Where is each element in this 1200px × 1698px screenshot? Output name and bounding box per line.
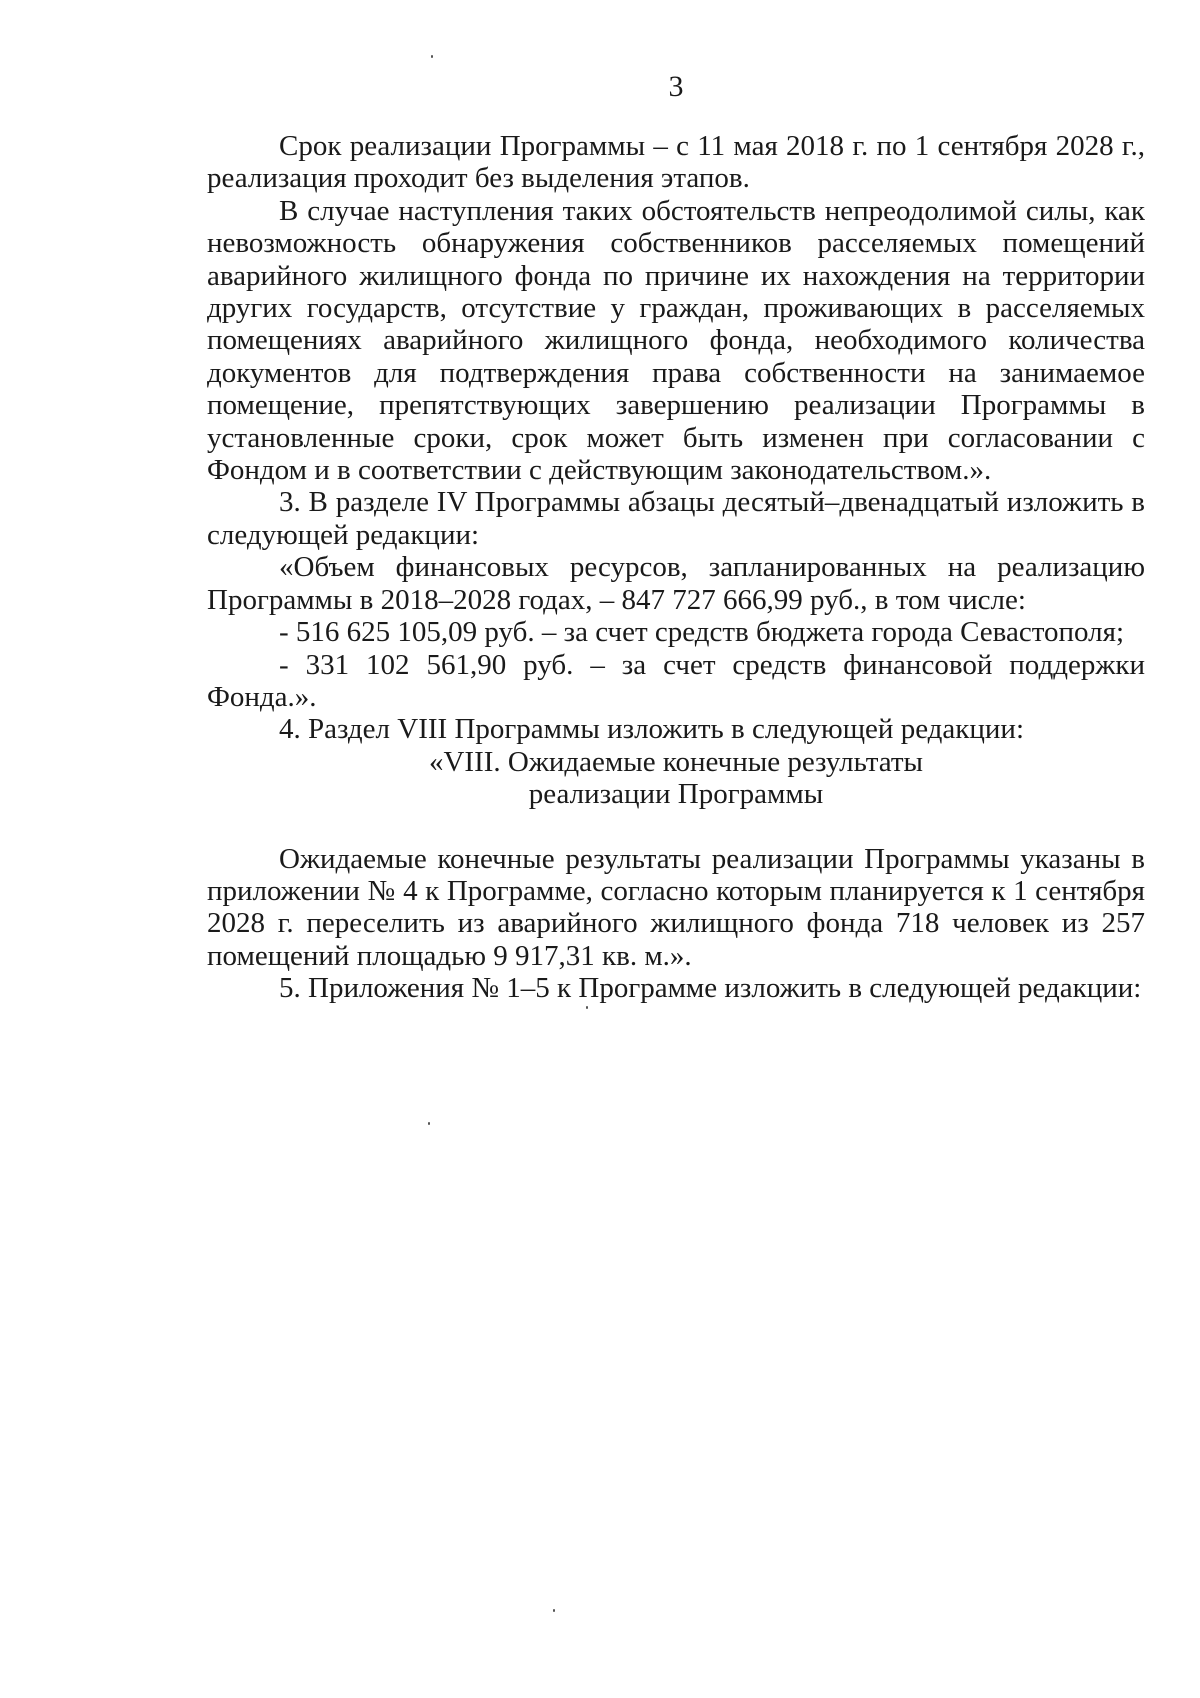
scan-speck (431, 55, 433, 58)
heading-spacer (207, 811, 1145, 843)
paragraph-financial-volume: «Объем финансовых ресурсов, запланированных на реализацию Программы в 2018–2028 годах, – 847 727 666,99 руб., в том числе: (207, 551, 1145, 616)
document-body (207, 130, 1145, 1005)
scan-speck (428, 1122, 430, 1125)
paragraph-force-majeure: В случае наступления таких обстоятельств непреодолимой силы, как невозможность обнаружения собственников расселяемых помещений аварийного жилищного фонда по причине их нахождения на территории других государств, отсутствие у граждан, проживающих в расселяемых помещениях аварийного жилищного фонда, необходимого количества документов для подтверждения права собственности на занимаемое помещение, препятствующих завершению реализации Программы в установленные сроки, срок может быть изменен при согласовании с Фондом и в соответствии с действующим законодательством.». (207, 194, 1145, 487)
paragraph-item-3: 3. В разделе IV Программы абзацы десятый–двенадцатый изложить в следующей редакции: (207, 486, 1145, 551)
paragraph-expected-results: Ожидаемые конечные результаты реализации Программы указаны в приложении № 4 к Программе, согласно которым планируется к 1 сентября 2028 г. переселить из аварийного жилищного фонда 718 человек из 257 помещений площадью 9 917,31 кв. м.». (207, 842, 1145, 972)
scan-speck (553, 1609, 555, 1612)
section-heading-line-2: реализации Программы (528, 778, 824, 811)
section-heading-line-1: «VIII. Ожидаемые конечные результаты (428, 745, 924, 778)
paragraph-budget-funds: - 516 625 105,09 руб. – за счет средств бюджета города Севастополя; (279, 616, 1125, 649)
paragraph-item-4: 4. Раздел VIII Программы изложить в следующей редакции: (279, 713, 1025, 746)
paragraph-item-5: 5. Приложения № 1–5 к Программе изложить в следующей редакции: (279, 972, 1142, 1005)
page-number: 3 (668, 70, 684, 103)
paragraph-fund-support: - 331 102 561,90 руб. – за счет средств финансовой поддержки Фонда.». (207, 648, 1145, 713)
scan-speck (586, 1006, 588, 1009)
paragraph-program-term: Срок реализации Программы – с 11 мая 2018 г. по 1 сентября 2028 г., реализация проходит без выделения этапов. (207, 130, 1145, 195)
